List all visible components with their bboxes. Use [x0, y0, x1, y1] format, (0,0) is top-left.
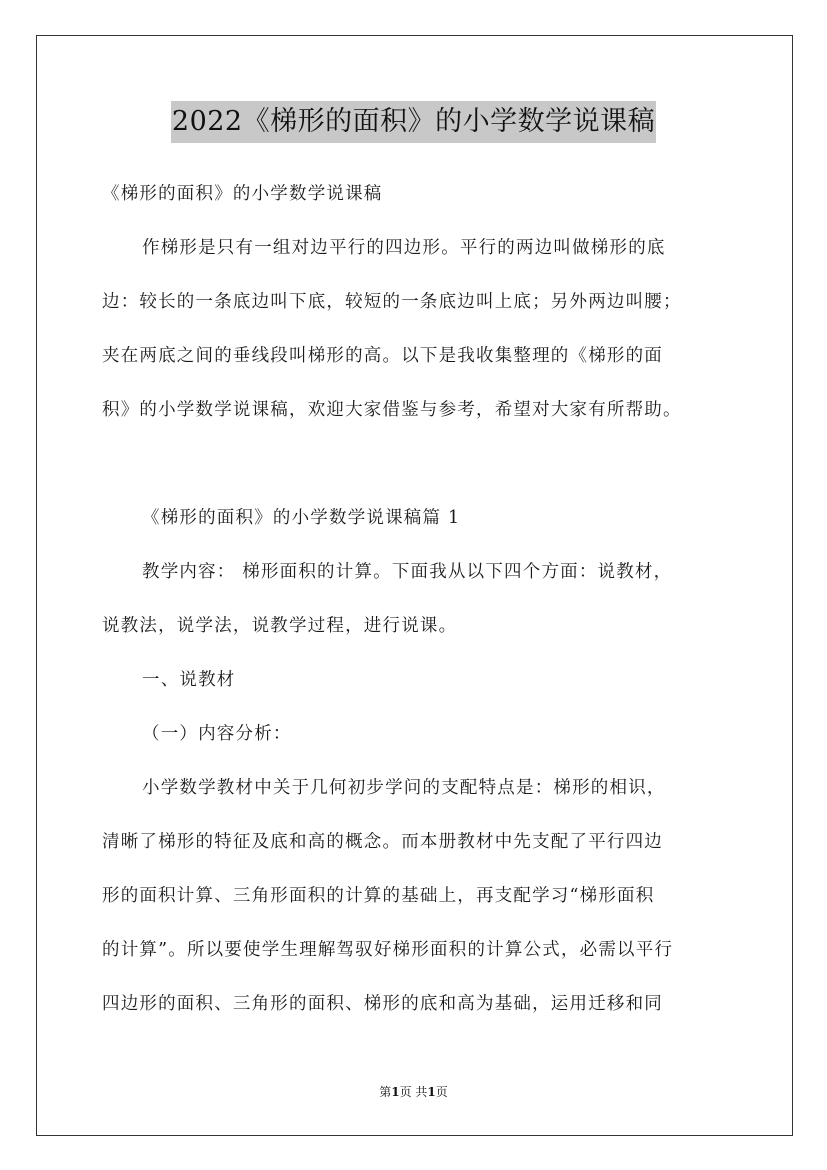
page-current: 1 — [391, 1085, 400, 1099]
intro-line-4: 积》的小学数学说课稿，欢迎大家借鉴与参考，希望对大家有所帮助。 — [102, 400, 682, 420]
analysis-line-3: 形的面积计算、三角形面积的计算的基础上，再支配学习“梯形面积 — [102, 886, 655, 906]
intro-line-1: 作梯形是只有一组对边平行的四边形。平行的两边叫做梯形的底 — [142, 238, 666, 258]
analysis-line-2: 清晰了梯形的特征及底和高的概念。而本册教材中先支配了平行四边 — [102, 832, 663, 852]
heading-2: （一）内容分析： — [142, 724, 292, 744]
intro-line-2: 边：较长的一条底边叫下底，较短的一条底边叫上底；另外两边叫腰； — [102, 292, 682, 312]
title-container — [0, 101, 827, 143]
document-subtitle: 《梯形的面积》的小学数学说课稿 — [102, 184, 383, 204]
intro-line-3: 夹在两底之间的垂线段叫梯形的高。以下是我收集整理的《梯形的面 — [102, 346, 663, 366]
page-prefix: 第 — [379, 1085, 392, 1099]
section-heading: 《梯形的面积》的小学数学说课稿篇 1 — [142, 508, 461, 528]
content-line-1: 教学内容： 梯形面积的计算。下面我从以下四个方面：说教材， — [142, 562, 673, 582]
analysis-line-5: 四边形的面积、三角形的面积、梯形的底和高为基础，运用迁移和同 — [102, 994, 663, 1014]
page-footer — [0, 1083, 827, 1100]
analysis-line-1: 小学数学教材中关于几何初步学问的支配特点是：梯形的相识， — [142, 778, 666, 798]
analysis-line-4: 的计算”。所以要使学生理解驾驭好梯形面积的计算公式，必需以平行 — [102, 940, 674, 960]
page-suffix: 页 — [435, 1085, 448, 1099]
content-line-2: 说教法，说学法，说教学过程，进行说课。 — [102, 616, 458, 636]
page-total: 1 — [427, 1085, 436, 1099]
document-title: 2022《梯形的面积》的小学数学说课稿 — [171, 101, 656, 143]
page-mid: 页 共 — [399, 1085, 428, 1099]
heading-1: 一、说教材 — [142, 670, 236, 690]
